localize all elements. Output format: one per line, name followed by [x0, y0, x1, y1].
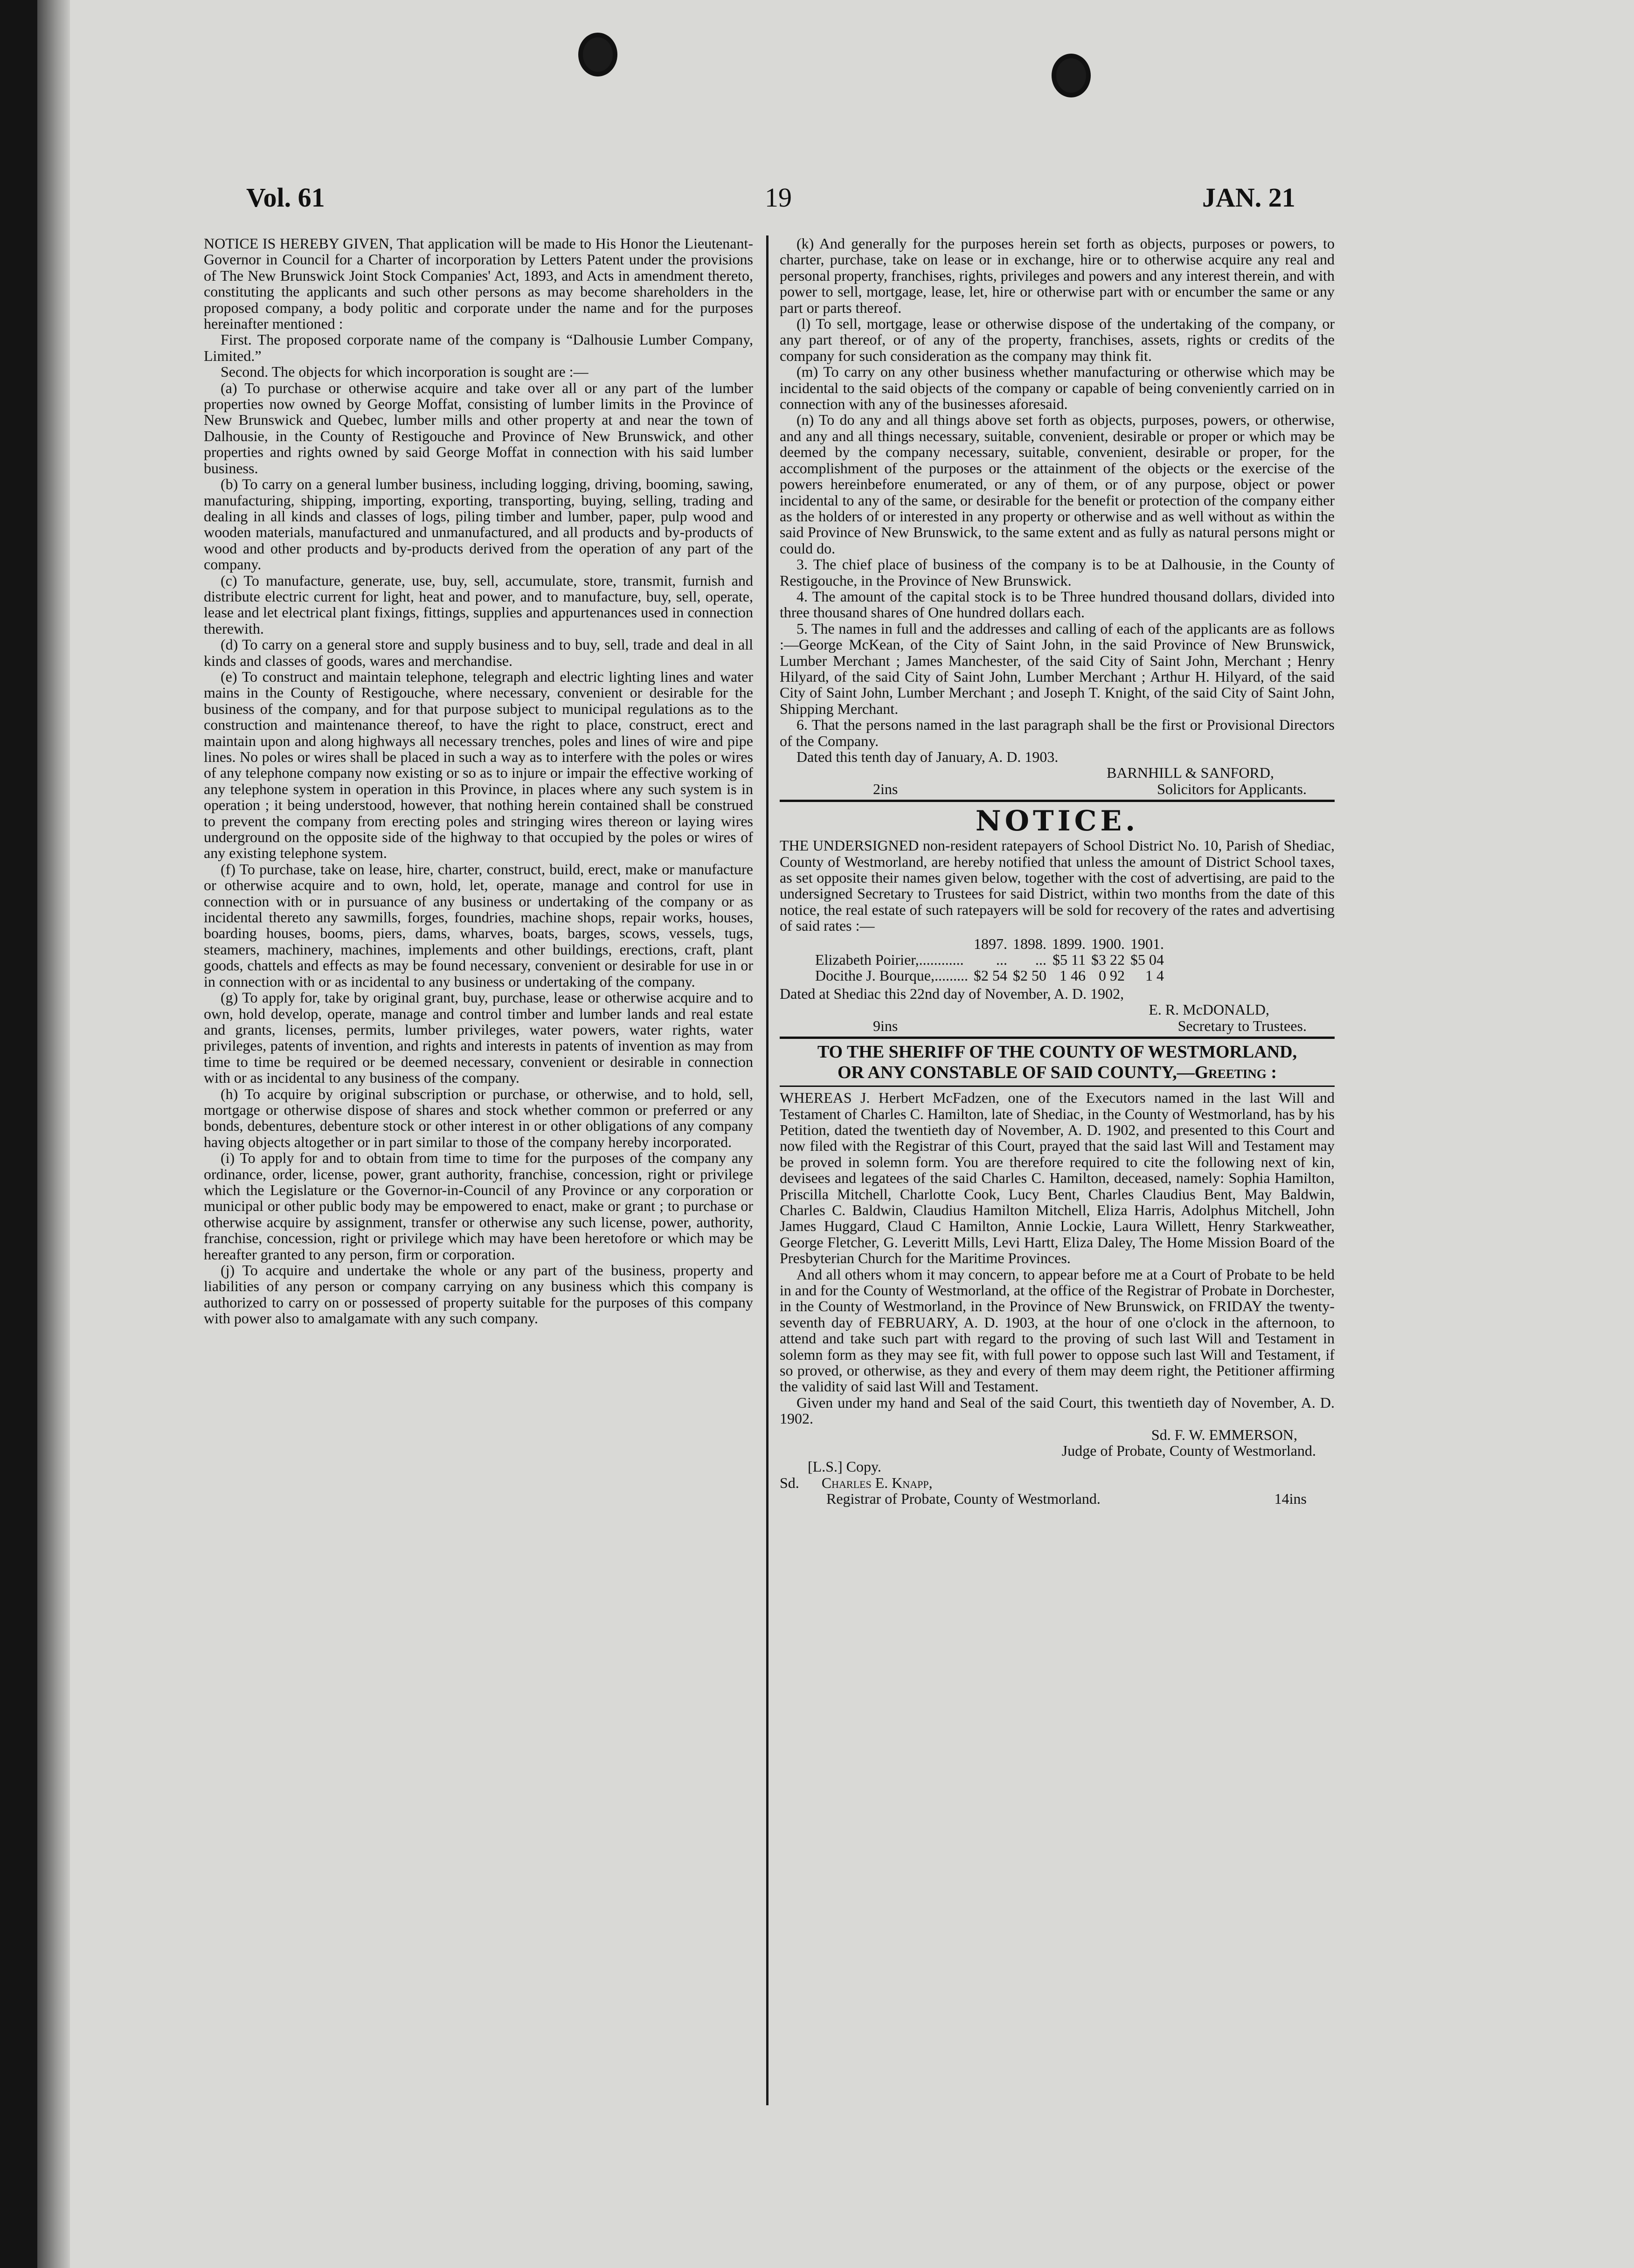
ratepayer-name: Elizabeth Poirier,............	[815, 951, 964, 968]
notice-paragraph: (n) To do any and all things above set forth as objects, purposes, powers, or otherwise, and any and all things necessary, suitable, convenient, desirable or proper or which may be deemed by the company necessary, suitable, convenient, desirable or proper, for the accomplishment of the purposes or the attainment of the objects or the exercise of the powers hereinbefore enumerated, or any of them, or of any purpose, object or power incidental to any of the same, or desirable for the benefit or protection of the company either as the holders of or interested in any property or otherwise and as well without as within the said Province of New Brunswick, to the same extent and as fully as natural persons might or could do.	[780, 411, 1335, 557]
notice-paragraph: (c) To manufacture, generate, use, buy, sell, accumulate, store, transmit, furnish and distribute electric current for light, heat and power, and to manufacture, buy, sell, operate, lease and let electrical plant fixings, fittings, supplies and appurtenances used in connection therewith.	[204, 572, 753, 637]
sheriff-heading	[780, 1042, 1335, 1083]
rate-value: $5 04	[1130, 951, 1164, 968]
rates-header-row	[812, 936, 1167, 952]
notice-paragraph: (l) To sell, mortgage, lease or otherwise dispose of the undertaking of the company, or any part thereof, or of any of the property, franchises, assets, rights or credits of the company for such consideration as the company may think fit.	[780, 315, 1335, 364]
volume-label: Vol. 61	[246, 182, 325, 213]
sheriff-heading-line: TO THE SHERIFF OF THE COUNTY OF WESTMORLAND,	[817, 1042, 1297, 1062]
notice-paragraph: 5. The names in full and the addresses and calling of each of the applicants are as follows :—George McKean, of the City of Saint John, in the said Province of New Brunswick, Lumber Merchant ; James Manchester, of the said City of Saint John, Merchant ; Henry Hilyard, of the said City of Saint John, Lumber Merchant ; Arthur H. Hilyard, of the said City of Saint John, Lumber Merchant ; and Joseph T. Knight, of the said City of Saint John, Shipping Merchant.	[780, 620, 1335, 717]
notice-paragraph: (m) To carry on any other business whether manufacturing or otherwise which may be incidental to the said objects of the company or capable of being conveniently carried on in connection with any of the businesses aforesaid.	[780, 363, 1335, 413]
notice-paragraph: (e) To construct and maintain telephone, telegraph and electric lighting lines and water mains in the County of Restigouche, where necessary, convenient or desirable for the business of the company, and for that purpose subject to municipal regulations as to the construction and maintenance thereof, to have the right to place, construct, erect and maintain upon and along highways all necessary trenches, poles and lines of wire and pipe lines. No poles or wires shall be placed in such a way as to interfere with the poles or wires of any telephone company now existing or so as to injure or impair the effective working of any telephone system in operation in this Province, in places where any such system is in operation ; it being understood, however, that nothing herein contained shall be construed to prevent the company from erecting poles and stringing wires thereon or laying wires underground on the opposite side of the highway to that occupied by the poles or wires of any existing telephone system.	[204, 668, 753, 862]
notice-paragraph: (i) To apply for and to obtain from time to time for the purposes of the company any ordinance, order, license, power, grant authority, franchise, concession, right or privilege which the Legislature or the Governor-in-Council of any Province or any corporation or municipal or other public body may be empowered to enact, make or grant ; to purchase or otherwise acquire by assignment, transfer or otherwise any such license, power, authority, franchise, concession, right or privilege which may have been heretofore or which may be hereafter granted to any person, firm or corporation.	[204, 1149, 753, 1263]
notice-heading: NOTICE.	[975, 805, 1139, 838]
notice-paragraph: (k) And generally for the purposes herein set forth as objects, purposes or powers, to charter, purchase, take on lease or in exchange, hire or to otherwise acquire any real and personal property, franchises, rights, privileges and powers and any interest therein, and with power to sell, mortgage, lease, let, hire or otherwise part with or encumber the same or any part or parts thereof.	[780, 235, 1335, 316]
solicitors-name: BARNHILL & SANFORD,	[1107, 764, 1274, 781]
page-header	[0, 182, 1634, 238]
year-header: 1897.	[973, 935, 1007, 952]
punch-hole	[578, 33, 617, 76]
shediac-dated-line: Dated at Shediac this 22nd day of November, A. D. 1902,	[780, 985, 1124, 1002]
year-header: 1899.	[1052, 935, 1086, 952]
notice-paragraph: 3. The chief place of business of the company is to be at Dalhousie, in the County of Restigouche, in the Province of New Brunswick.	[780, 556, 1335, 589]
notice-paragraph: Second. The objects for which incorporation is sought are :—	[221, 363, 589, 380]
page-binding-edge	[37, 0, 70, 2268]
judge-signature: Sd. F. W. EMMERSON,	[1151, 1426, 1297, 1443]
rate-value: $5 11	[1052, 951, 1086, 968]
sheriff-heading-line	[780, 1062, 1335, 1083]
rate-value: $3 22	[1091, 951, 1125, 968]
notice-paragraph: First. The proposed corporate name of the company is “Dalhousie Lumber Company, Limited.”	[204, 331, 753, 364]
notice-paragraph: 6. That the persons named in the last paragraph shall be the first or Provisional Directors of the Company.	[780, 716, 1335, 749]
page-number: 19	[765, 182, 792, 213]
notice-paragraph: (g) To apply for, take by original grant, buy, purchase, lease or otherwise acquire and to own, hold develop, operate, manage and control timber and lumber lands and real estate and grants, licenses, permits, lumber privileges, water powers, water rights, water privileges, patents of invention, and rights and interests in patents of invention as may from time to time be required or be deemed necessary, convenient or desirable in connection with or as incidental to any business of the company.	[204, 989, 753, 1086]
probate-paragraph: And all others whom it may concern, to appear before me at a Court of Probate to be held in and for the County of Westmorland, at the office of the Registrar of Probate in Dorchester, in the County of Westmorland, in the Province of New Brunswick, on FRIDAY the twenty-seventh day of FEBRUARY, A. D. 1903, at the hour of one o'clock in the afternoon, to attend and take such part with regard to the proving of such last Will and Testament in solemn form as they may see fit, with full power to oppose such last Will and Testament, if so proved, or otherwise, as they and every of them may deem right, the Petitioner affirming the validity of said last Will and Testament.	[780, 1265, 1335, 1395]
notice-paragraph: (j) To acquire and undertake the whole or any part of the business, property and liabilities of any person or company carrying on any business which this company is authorized to carry on or possessed of property suitable for the purposes of this company with power also to amalgamate with any such company.	[204, 1262, 753, 1327]
year-header: 1898.	[1012, 935, 1046, 952]
secretary-title: Secretary to Trustees.	[1177, 1017, 1307, 1034]
registrar-prefix: Sd.	[780, 1474, 799, 1491]
sheriff-heading-text: OR ANY CONSTABLE OF SAID COUNTY,—	[837, 1063, 1195, 1083]
section-rule	[780, 800, 1335, 802]
section-rule	[780, 1086, 1335, 1087]
notice-paragraph: (f) To purchase, take on lease, hire, charter, construct, build, erect, make or manufacture or otherwise acquire and to own, hold, let, operate, manage and control for use in connection with or in pursuance of any business or undertaking of the company or as incidental thereto any sawmills, forges, foundries, machine shops, repair works, houses, boarding houses, booms, piers, dams, wharves, boats, barges, scows, vessels, tugs, steamers, machinery, machines, implements and other buildings, erections, craft, plant goods, chattels and effects as may be found necessary, convenient or desirable for use in or in connection with or as incidental to any business or undertaking of the company.	[204, 860, 753, 990]
left-column	[204, 235, 753, 1327]
secretary-row	[780, 1018, 1307, 1034]
rate-value: ...	[1035, 951, 1046, 968]
probate-paragraph: WHEREAS J. Herbert McFadzen, one of the Executors named in the last Will and Testament of Charles C. Hamilton, late of Shediac, in the County of Westmorland, has by his Petition, dated the twentieth day of November, A. D. 1902, and presented to this Court and now filed with the Registrar of this Court, prayed that the said last Will and Testament may be proved in solemn form. You are therefore required to cite the following next of kin, devisees and legatees of the said Charles C. Hamilton, deceased, namely: Sophia Hamilton, Priscilla Mitchell, Charlotte Cook, Lucy Bent, Charles Claudius Bent, May Baldwin, Charles C. Baldwin, Claudius Hamilton Mitchell, Eliza Harris, Adolphus Mitchell, John James Huggard, Claud C Hamilton, Annie Lockie, Laura Willett, Henry Starkweather, George Fletcher, G. Leveritt Mills, Levi Hartt, Eliza Daley, The Home Mission Board of the Presbyterian Church for the Maritime Provinces.	[780, 1089, 1335, 1267]
notice-paragraph: (h) To acquire by original subscription or purchase, or otherwise, and to hold, sell, mortgage or otherwise dispose of shares and stock whether common or preferred or any bonds, debentures, debenture stock or other interest in or other obligations of any company having objects altogether or in part similar to those of the company hereby incorporated.	[204, 1085, 753, 1150]
rate-value: 1 4	[1145, 967, 1164, 984]
seal-copy-line: [L.S.] Copy.	[808, 1458, 881, 1475]
insertions-label: 14ins	[1274, 1490, 1307, 1507]
year-header: 1901.	[1130, 935, 1164, 952]
judge-title: Judge of Probate, County of Westmorland.	[1061, 1442, 1316, 1459]
rate-value: 0 92	[1098, 967, 1125, 984]
right-column	[780, 235, 1335, 1507]
registrar-title: Registrar of Probate, County of Westmorland.	[826, 1490, 1101, 1507]
probate-paragraph: Given under my hand and Seal of the said Court, this twentieth day of November, A. D. 1902.	[780, 1394, 1335, 1427]
notice-paragraph: (a) To purchase or otherwise acquire and take over all or any part of the lumber properties now owned by George Moffat, consisting of lumber limits in the Province of New Brunswick and Quebec, lumber mills and other property at and near the town of Dalhousie, in the County of Restigouche and Province of New Brunswick, and other properties and rights owned by said George Moffat in connection with his said lumber business.	[204, 379, 753, 477]
registrar-signature	[780, 1475, 1335, 1491]
issue-date: JAN. 21	[1202, 182, 1295, 213]
notice-intro-paragraph: NOTICE IS HEREBY GIVEN, That application will be made to His Honor the Lieutenant-Governor in Council for a Charter of incorporation by Letters Patent under the provisions of The New Brunswick Joint Stock Companies' Act, 1893, and Acts in amendment thereto, constituting the applicants and such other persons as may become shareholders in the proposed company, a body politic and corporate under the name and for the purposes hereinafter mentioned :	[204, 235, 753, 332]
table-row	[812, 952, 1167, 968]
notice-paragraph: (b) To carry on a general lumber business, including logging, driving, booming, sawing, manufacturing, shipping, importing, exporting, transporting, buying, selling, trading and dealing in all kinds and classes of logs, piling timber and lumber, paper, pulp wood and wooden materials, manufactured and unmanufactured, and all products and by-products of wood and other products and by-products derived from the operation of any part of the company.	[204, 476, 753, 573]
section-rule	[780, 1037, 1335, 1039]
column-divider	[766, 235, 769, 2105]
rate-value: $2 50	[1012, 967, 1046, 984]
insertions-label: 2ins	[873, 780, 898, 797]
registrar-row	[780, 1491, 1307, 1507]
notice-paragraph: (d) To carry on a general store and supply business and to buy, sell, trade and deal in all kinds and classes of goods, wares and merchandise.	[204, 636, 753, 669]
year-header: 1900.	[1091, 935, 1125, 952]
notice-paragraph: 4. The amount of the capital stock is to be Three hundred thousand dollars, divided into three thousand shares of One hundred dollars each.	[780, 588, 1335, 621]
punch-hole	[1052, 54, 1091, 97]
registrar-name: Charles E. Knapp,	[821, 1474, 933, 1491]
table-row	[812, 968, 1167, 983]
rate-value: $2 54	[973, 967, 1007, 984]
rates-table	[812, 936, 1167, 984]
dated-line: Dated this tenth day of January, A. D. 1903.	[796, 748, 1059, 765]
rate-value: ...	[996, 951, 1007, 968]
solicitors-row	[780, 781, 1307, 797]
greeting-text: Greeting :	[1194, 1063, 1277, 1083]
secretary-name: E. R. McDONALD,	[1149, 1001, 1269, 1018]
school-tax-notice: THE UNDERSIGNED non-resident ratepayers of School District No. 10, Parish of Shediac, County of Westmorland, are hereby notified that unless the amount of District School taxes, as set opposite their names given below, together with the cost of advertising, are paid to the undersigned Secretary to Trustees for said District, within two months from the date of this notice, the real estate of such ratepayers will be sold for recovery of the rates and advertising of said rates :—	[780, 837, 1335, 934]
insertions-label: 9ins	[873, 1017, 898, 1034]
ratepayer-name: Docithe J. Bourque,.........	[815, 967, 968, 984]
rate-value: 1 46	[1059, 967, 1086, 984]
solicitors-title: Solicitors for Applicants.	[1157, 780, 1307, 797]
